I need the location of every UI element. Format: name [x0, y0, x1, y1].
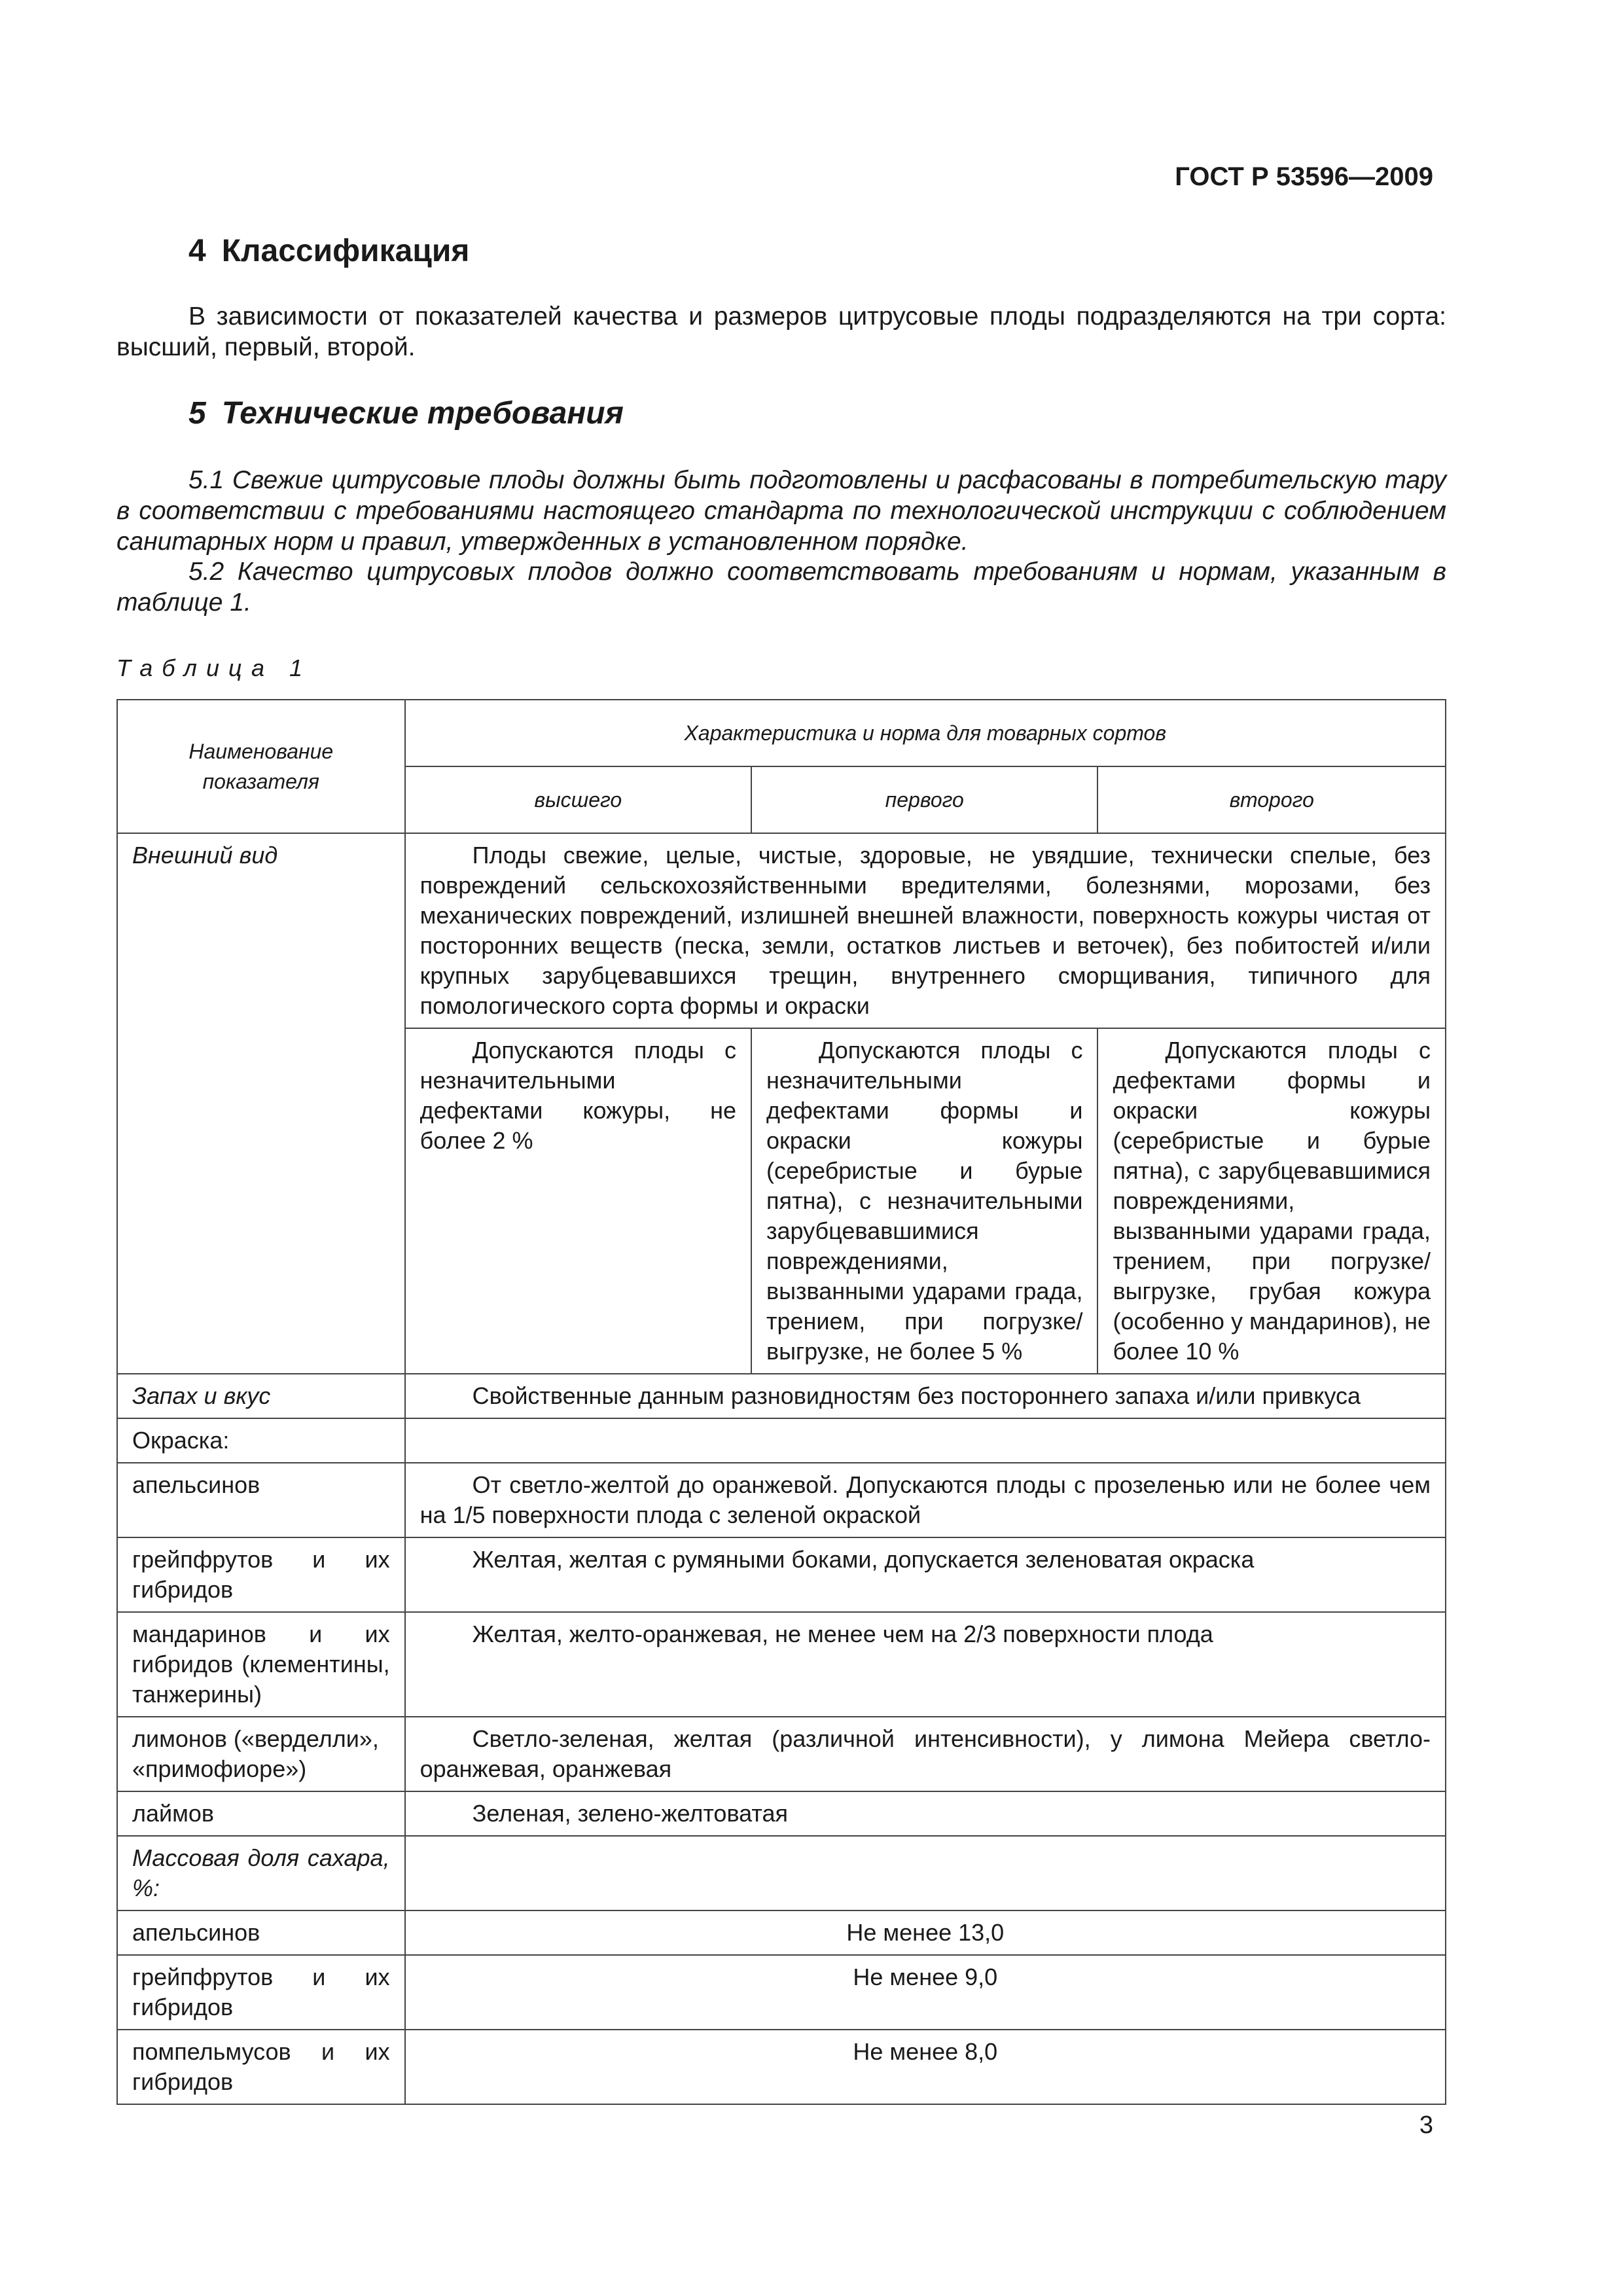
row-smell — [117, 1374, 1446, 1418]
header-indicator: Наименование показателя — [117, 700, 405, 833]
sugar-oranges-value: Не менее 13,0 — [405, 1910, 1446, 1955]
row-color-limes — [117, 1791, 1446, 1836]
clause-5-2: 5.2 Качество цитрусовых плодов должно соответствовать требованиям и нормам, указанным в таблице 1. — [116, 558, 1446, 617]
document-code: ГОСТ Р 53596—2009 — [1175, 162, 1433, 191]
color-lemons-value: Светло-зеленая, желтая (различной интенсивности), у лимона Мейера светло-оранжевая, оранжевая — [405, 1717, 1446, 1791]
appearance-first: Допускаются плоды с незначительными дефектами формы и окраски кожуры (серебристые и бурые пятна), с незначительными зарубцевавшимися повреждениями, вызванными ударами града, трением, при погрузке/ выгрузке, не более 5 % — [751, 1028, 1097, 1374]
row-sugar-pomelo — [117, 2030, 1446, 2104]
color-limes-name: лаймов — [117, 1791, 405, 1836]
row-color-grapefruit — [117, 1537, 1446, 1612]
page-number: 3 — [1419, 2111, 1433, 2139]
row-sugar-label — [117, 1836, 1446, 1910]
smell-label: Запах и вкус — [117, 1374, 405, 1418]
sugar-oranges-name: апельсинов — [117, 1910, 405, 1955]
section-5-title: Технические требования — [221, 396, 624, 431]
color-mandarins-value: Желтая, желто-оранжевая, не менее чем на 2/3 поверхности плода — [405, 1612, 1446, 1717]
section-5-heading — [188, 395, 624, 431]
color-grapefruit-name: грейпфрутов и их гибридов — [117, 1537, 405, 1612]
color-label: Окраска: — [117, 1418, 405, 1463]
color-oranges-name: апельсинов — [117, 1463, 405, 1537]
color-mandarins-name: мандаринов и их гибридов (клементины, танжерины) — [117, 1612, 405, 1717]
sugar-pomelo-value: Не менее 8,0 — [405, 2030, 1446, 2104]
appearance-high: Допускаются плоды с незначительными дефектами кожуры, не более 2 % — [405, 1028, 751, 1374]
table-header-row — [117, 700, 1446, 766]
row-color-lemons — [117, 1717, 1446, 1791]
section-4-number: 4 — [188, 234, 206, 268]
clause-5-1: 5.1 Свежие цитрусовые плоды должны быть подготовлены и расфасованы в потребительскую тару в соответствии с требованиями настоящего стандарта по технологической инструкции с соблюдением санитарных норм и правил, утвержденных в установленном порядке. — [116, 466, 1446, 556]
color-empty — [405, 1418, 1446, 1463]
appearance-common: Плоды свежие, целые, чистые, здоровые, не увядшие, технически спелые, без повреждений сельскохозяйственными вредителями, болезнями, морозами, без механических повреждений, излишней внешней влажности, поверхность кожуры чистая от посторонних веществ (песка, земли, остатков листьев и веточек), без побитостей и/или крупных зарубцевавшихся трещин, внутреннего сморщивания, типичного для помологического сорта формы и окраски — [405, 833, 1446, 1028]
section-4-heading — [188, 233, 469, 269]
sugar-grapefruit-name: грейпфрутов и их гибридов — [117, 1955, 405, 2030]
row-appearance-common — [117, 833, 1446, 1028]
quality-table — [116, 699, 1446, 2105]
row-sugar-oranges — [117, 1910, 1446, 1955]
row-color-mandarins — [117, 1612, 1446, 1717]
color-limes-value: Зеленая, зелено-желтоватая — [405, 1791, 1446, 1836]
sugar-grapefruit-value: Не менее 9,0 — [405, 1955, 1446, 2030]
color-oranges-value: От светло-желтой до оранжевой. Допускаются плоды с прозеленью или не более чем на 1/5 поверхности плода с зеленой окраской — [405, 1463, 1446, 1537]
row-sugar-grapefruit — [117, 1955, 1446, 2030]
sugar-pomelo-name: помпельмусов и их гибридов — [117, 2030, 405, 2104]
header-grade-second: второго — [1097, 766, 1446, 833]
header-grade-group: Характеристика и норма для товарных сортов — [405, 700, 1446, 766]
section-4-title: Классификация — [221, 234, 470, 268]
color-lemons-name: лимонов («верделли», «примофиоре») — [117, 1717, 405, 1791]
smell-value: Свойственные данным разновидностям без постороннего запаха и/или привкуса — [405, 1374, 1446, 1418]
sugar-label: Массовая доля сахара, %: — [117, 1836, 405, 1910]
sugar-empty — [405, 1836, 1446, 1910]
header-grade-first: первого — [751, 766, 1097, 833]
color-grapefruit-value: Желтая, желтая с румяными боками, допускается зеленоватая окраска — [405, 1537, 1446, 1612]
appearance-second: Допускаются плоды с дефектами формы и окраски кожуры (серебристые и бурые пятна), с зарубцевавшимися повреждениями, вызванными ударами града, трением, при погрузке/выгрузке, грубая кожура (особенно у мандаринов), не более 10 % — [1097, 1028, 1446, 1374]
row-color-oranges — [117, 1463, 1446, 1537]
row-color-label — [117, 1418, 1446, 1463]
table-caption: Таблица 1 — [116, 655, 312, 681]
section-4-text: В зависимости от показателей качества и размеров цитрусовые плоды подразделяются на три сорта: высший, первый, второй. — [116, 302, 1446, 361]
section-5-number: 5 — [188, 396, 206, 431]
appearance-label: Внешний вид — [117, 833, 405, 1374]
header-grade-high: высшего — [405, 766, 751, 833]
